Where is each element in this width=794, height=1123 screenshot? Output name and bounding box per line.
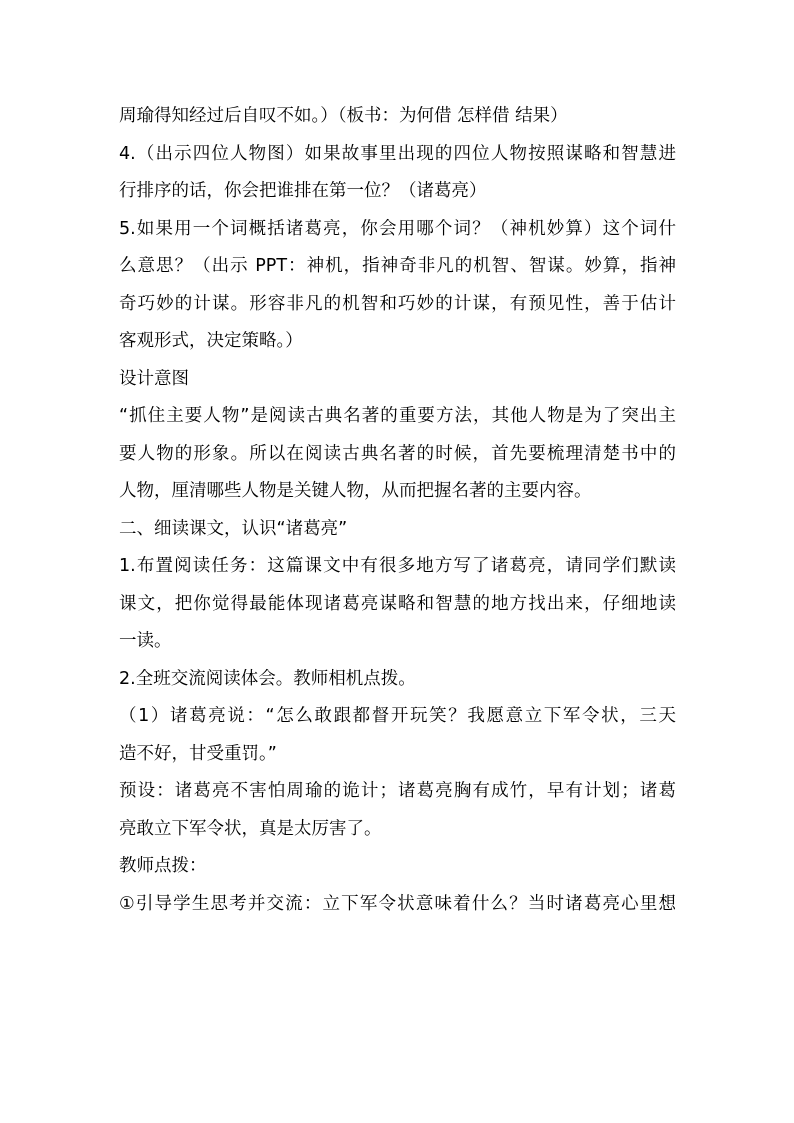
- text-line: 课文，把你觉得最能体现诸葛亮谋略和智慧的地方找出来，仔细地读: [119, 593, 676, 614]
- text-line: 客观形式，决定策略。）: [119, 331, 303, 351]
- text-line: 奇巧妙的计谋。形容非凡的机智和巧妙的计谋，有预见性，善于估计: [119, 293, 676, 314]
- text-line: 4.（出示四位人物图）如果故事里出现的四位人物按照谋略和智慧进: [119, 143, 676, 164]
- text-line: 造不好，甘受重罚。”: [119, 743, 277, 764]
- text-line: 么意思？（出示 PPT：神机，指神奇非凡的机智、智谋。妙算，指神: [119, 256, 676, 276]
- text-line: 要人物的形象。所以在阅读古典名著的时候，首先要梳理清楚书中的: [119, 443, 676, 464]
- text-line: 行排序的话，你会把谁排在第一位？（诸葛亮）: [119, 181, 487, 201]
- section-heading: 设计意图: [119, 368, 189, 389]
- text-line: ①引导学生思考并交流：立下军令状意味着什么？当时诸葛亮心里想: [119, 893, 676, 914]
- text-line: 人物，厘清哪些人物是关键人物，从而把握名著的主要内容。: [119, 481, 592, 501]
- text-line: 1.布置阅读任务：这篇课文中有很多地方写了诸葛亮，请同学们默读: [119, 556, 676, 576]
- text-line: （1）诸葛亮说：“怎么敢跟都督开玩笑？我愿意立下军令状，三天: [119, 706, 676, 726]
- section-heading: 二、细读课文，认识“诸葛亮”: [119, 518, 348, 539]
- text-line: 教师点拨：: [119, 856, 207, 876]
- document-body: [119, 98, 676, 923]
- text-line: “抓住主要人物”是阅读古典名著的重要方法，其他人物是为了突出主: [119, 406, 676, 426]
- text-line: 周瑜得知经过后自叹不如。）（板书：为何借 怎样借 结果）: [119, 106, 568, 126]
- text-line: 5.如果用一个词概括诸葛亮，你会用哪个词？（神机妙算）这个词什: [119, 218, 676, 239]
- text-line: 一读。: [119, 631, 172, 651]
- text-line: 2.全班交流阅读体会。教师相机点拨。: [119, 668, 416, 689]
- text-line: 预设：诸葛亮不害怕周瑜的诡计；诸葛亮胸有成竹，早有计划；诸葛: [119, 781, 676, 801]
- text-line: 亮敢立下军令状，真是太厉害了。: [119, 818, 382, 839]
